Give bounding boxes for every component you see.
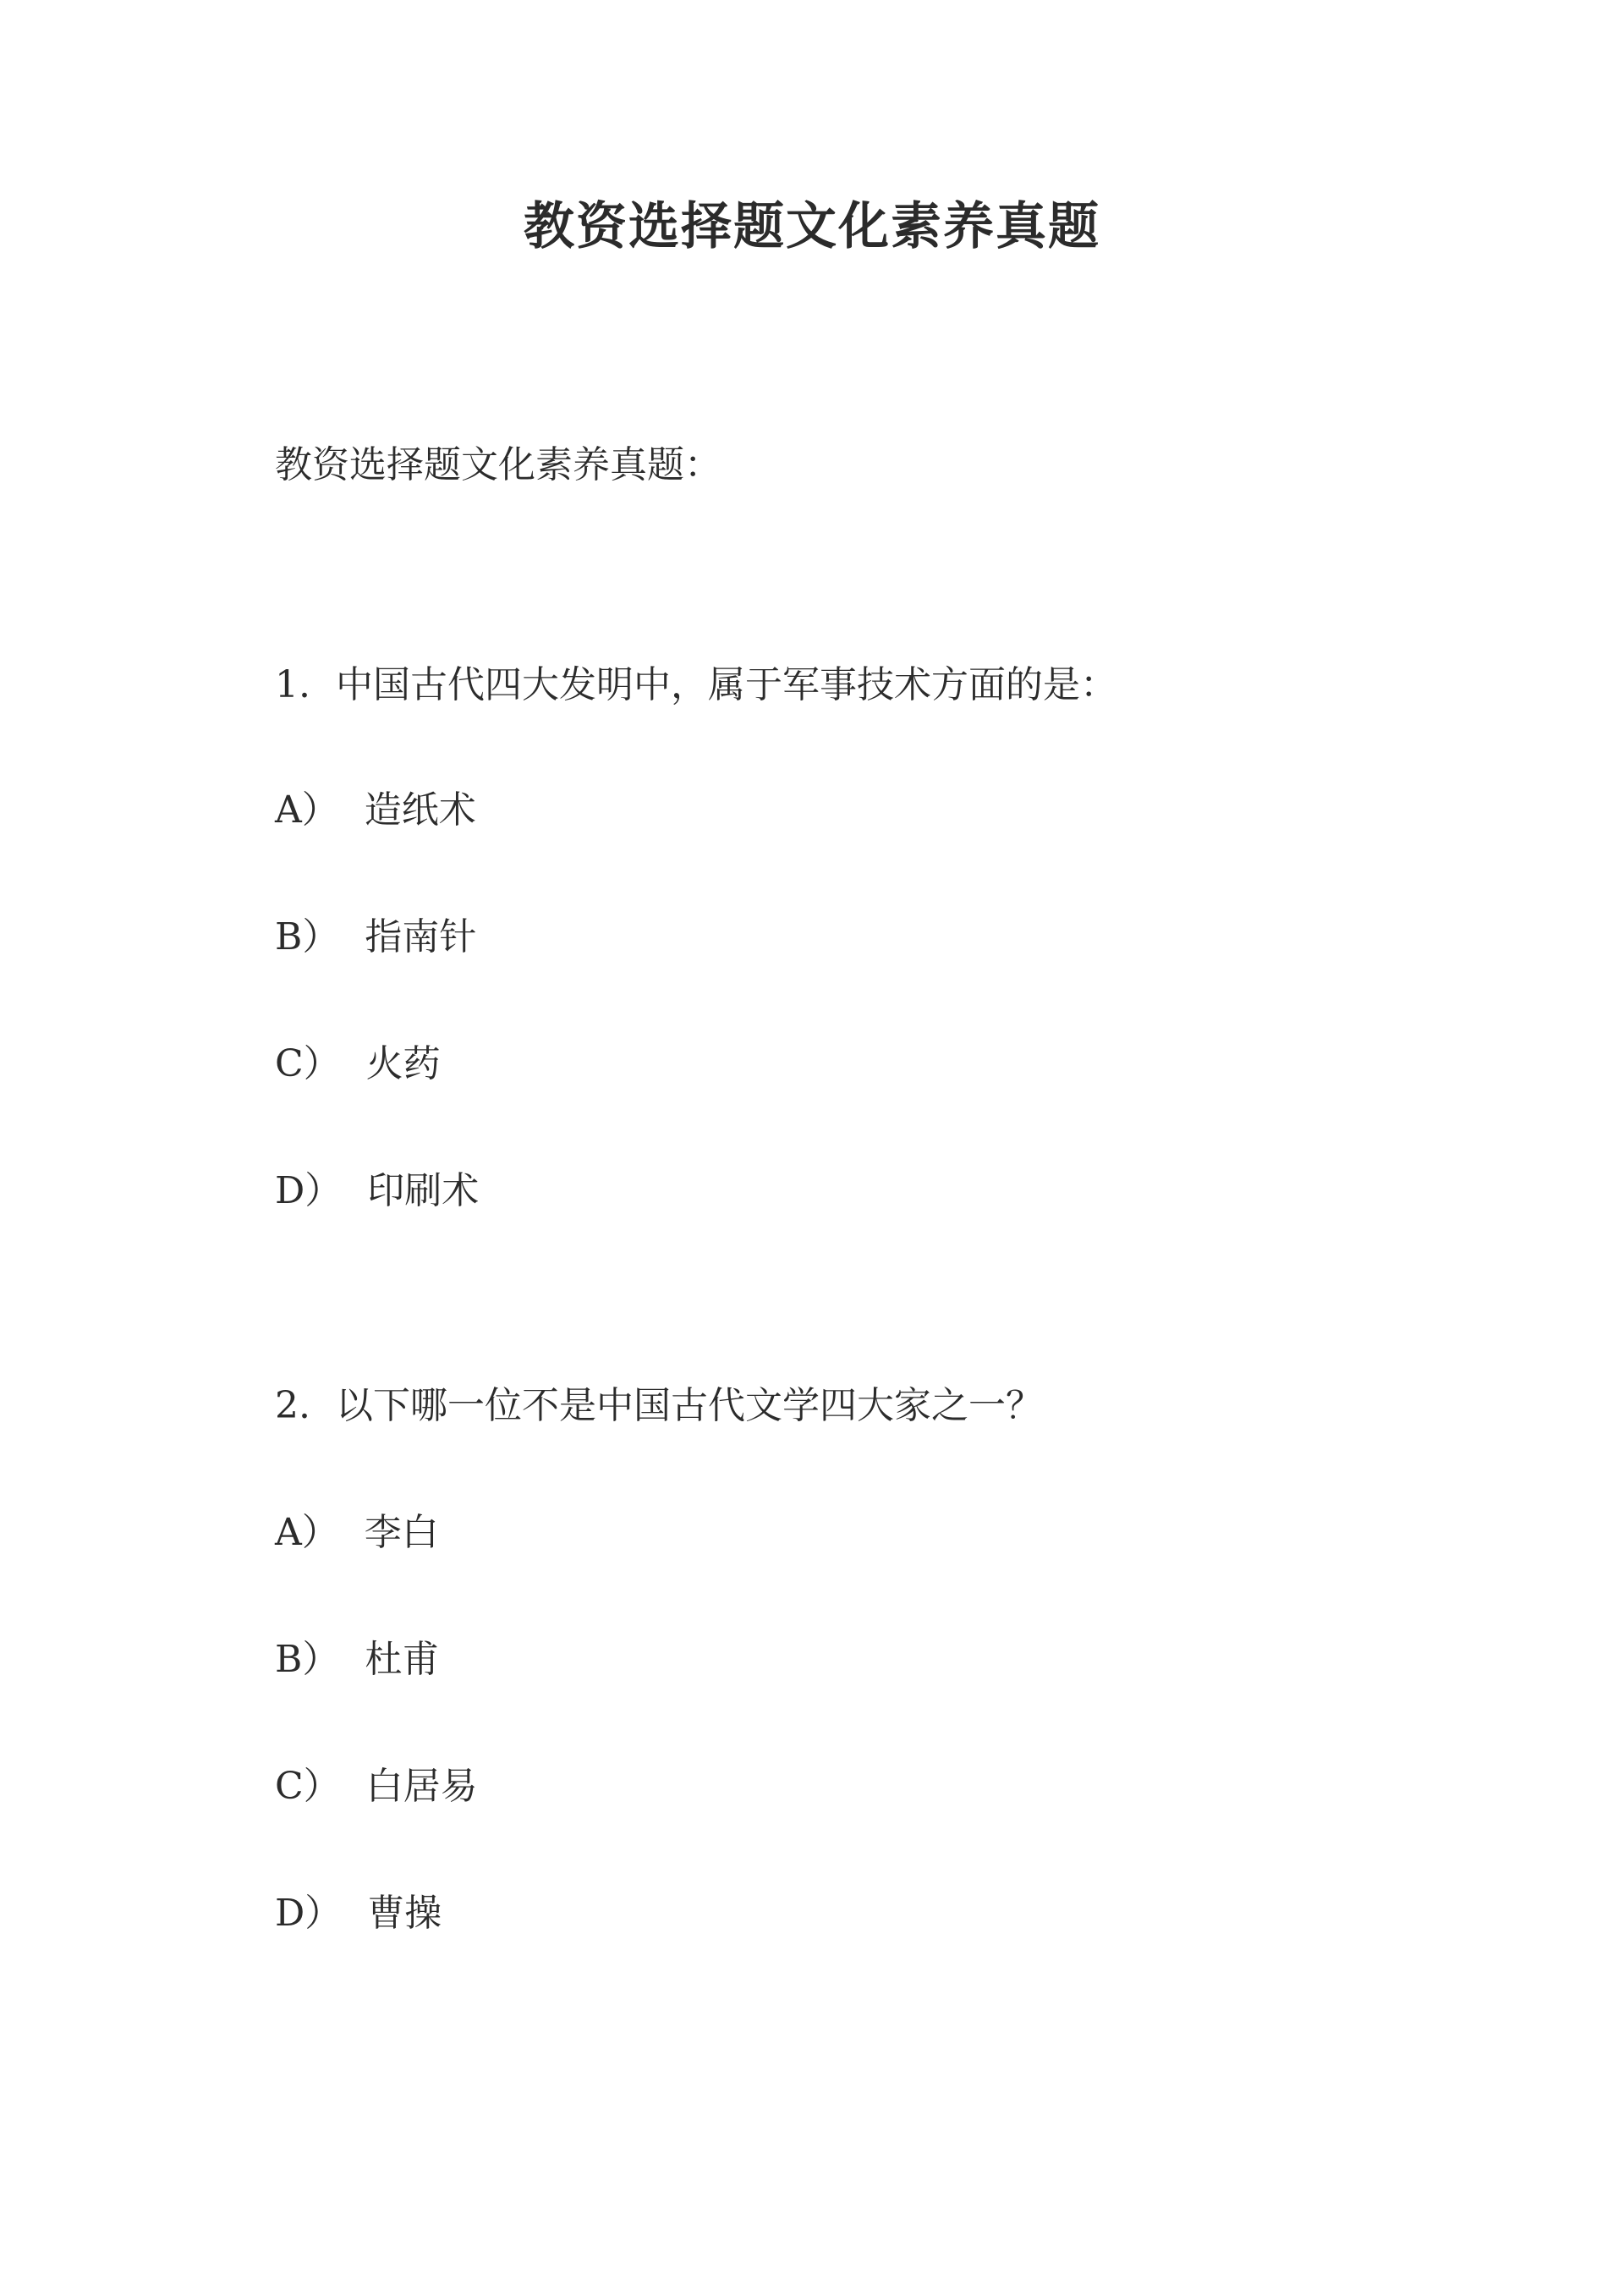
option-c (275, 1761, 478, 1812)
option-text: 李白 (364, 1511, 439, 1554)
option-b (275, 912, 476, 963)
option-text: 指南针 (365, 915, 477, 958)
option-a (275, 785, 476, 836)
question-number: 1. (275, 663, 310, 706)
page-title: 教资选择题文化素养真题 (524, 197, 1100, 256)
option-letter: C） (275, 1042, 341, 1085)
question-text: 以下哪一位不是中国古代文学四大家之一？ (335, 1384, 1043, 1427)
option-text: 杜甫 (365, 1638, 440, 1681)
option-a (275, 1508, 439, 1558)
option-text: 曹操 (367, 1892, 442, 1935)
option-c (275, 1039, 441, 1090)
option-text: 造纸术 (364, 788, 476, 832)
option-letter: D） (275, 1892, 343, 1935)
option-letter: D） (275, 1169, 343, 1212)
question-text: 中国古代四大发明中，属于军事技术方面的是： (335, 663, 1117, 706)
intro-text: 教资选择题文化素养真题： (275, 443, 721, 486)
option-text: 印刷术 (367, 1169, 480, 1212)
option-letter: A） (275, 788, 339, 832)
question-number: 2. (275, 1384, 310, 1427)
option-letter: B） (275, 915, 340, 958)
option-letter: B） (275, 1638, 340, 1681)
question-stem (275, 660, 1117, 711)
option-letter: C） (275, 1765, 341, 1808)
option-text: 火药 (365, 1042, 441, 1085)
option-d (275, 1166, 479, 1217)
question-stem (275, 1381, 1043, 1431)
option-b (275, 1634, 439, 1685)
option-letter: A） (275, 1511, 339, 1554)
option-text: 白居易 (365, 1765, 478, 1808)
option-d (275, 1888, 442, 1939)
